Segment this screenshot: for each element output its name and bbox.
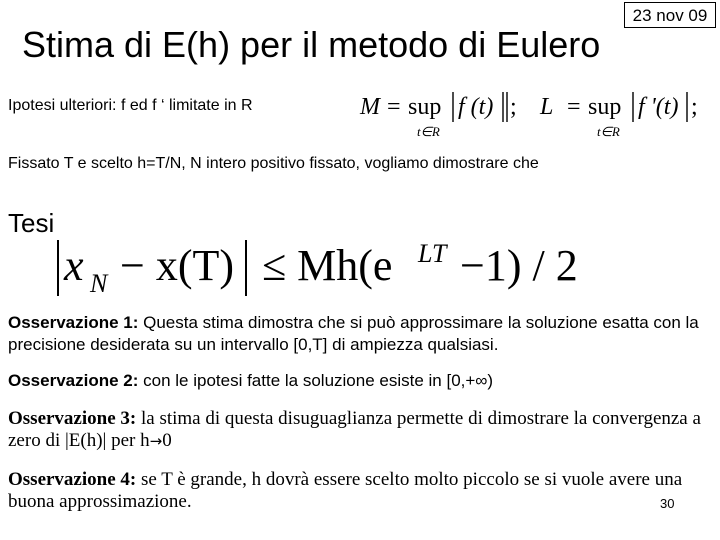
- tesi-heading: Tesi: [8, 208, 55, 238]
- date-label: 23 nov 09: [624, 2, 716, 28]
- observation-2-text: con le ipotesi fatte la soluzione esiste in [0,+∞): [138, 371, 494, 390]
- formula-sup-2: sup: [588, 94, 622, 120]
- tesi-sub-n: N: [90, 269, 108, 298]
- observation-3-label: Osservazione 3:: [8, 408, 137, 429]
- observation-1-label: Osservazione 1:: [8, 313, 139, 332]
- observation-3: [8, 408, 713, 452]
- observation-1-text: Questa stima dimostra che si può approssimare la soluzione esatta con la precisione desiderata su un intervallo [0,T] di ampiezza qualsiasi.: [8, 313, 699, 354]
- tesi-tail: −1) / 2: [460, 241, 578, 290]
- slide-title: Stima di E(h) per il metodo di Eulero: [22, 24, 601, 65]
- hypotheses-text: Ipotesi ulteriori: f ed f ‘ limitate in R: [8, 97, 253, 114]
- svg-text:=: =: [567, 94, 581, 120]
- observation-3-text: la stima di questa disuguaglianza permette di dimostrare la convergenza a zero di |E(h)| per h: [8, 408, 701, 451]
- page-number: 30: [660, 496, 675, 511]
- formula-sub-2: t∈R: [597, 124, 620, 139]
- observation-4-text: se T è grande, h dovrà essere scelto molto piccolo se si vuole avere una buona approssimazione.: [8, 469, 683, 512]
- formula-m-l: [355, 82, 700, 144]
- tesi-minus-x: − x(T): [120, 241, 234, 290]
- observation-1: [8, 312, 713, 356]
- formula-sub-1: t∈R: [417, 124, 440, 139]
- observation-4-label: Osservazione 4:: [8, 469, 137, 490]
- svg-text:=: =: [387, 94, 401, 120]
- formula-l-label: L: [540, 94, 554, 120]
- tesi-le: ≤ Mh(e: [262, 241, 393, 290]
- observation-2: [8, 370, 713, 392]
- observation-3-tail: 0: [162, 430, 172, 451]
- formula-f-expr: f (t): [458, 94, 494, 120]
- tesi-x: x: [64, 241, 84, 290]
- formula-sep: ;: [510, 94, 517, 120]
- observation-2-label: Osservazione 2:: [8, 371, 139, 390]
- formula-fprime-expr: f '(t): [638, 94, 679, 120]
- formula-m-label: M: [360, 94, 380, 120]
- premise-text: Fissato T e scelto h=T/N, N intero positivo fissato, vogliamo dimostrare che: [8, 155, 539, 172]
- formula-end: ;: [691, 94, 698, 120]
- right-arrow-icon: →: [149, 432, 163, 450]
- tesi-exp: LT: [418, 239, 447, 268]
- observation-4: [8, 469, 713, 513]
- formula-tesi: [50, 236, 590, 302]
- formula-sup-1: sup: [408, 94, 442, 120]
